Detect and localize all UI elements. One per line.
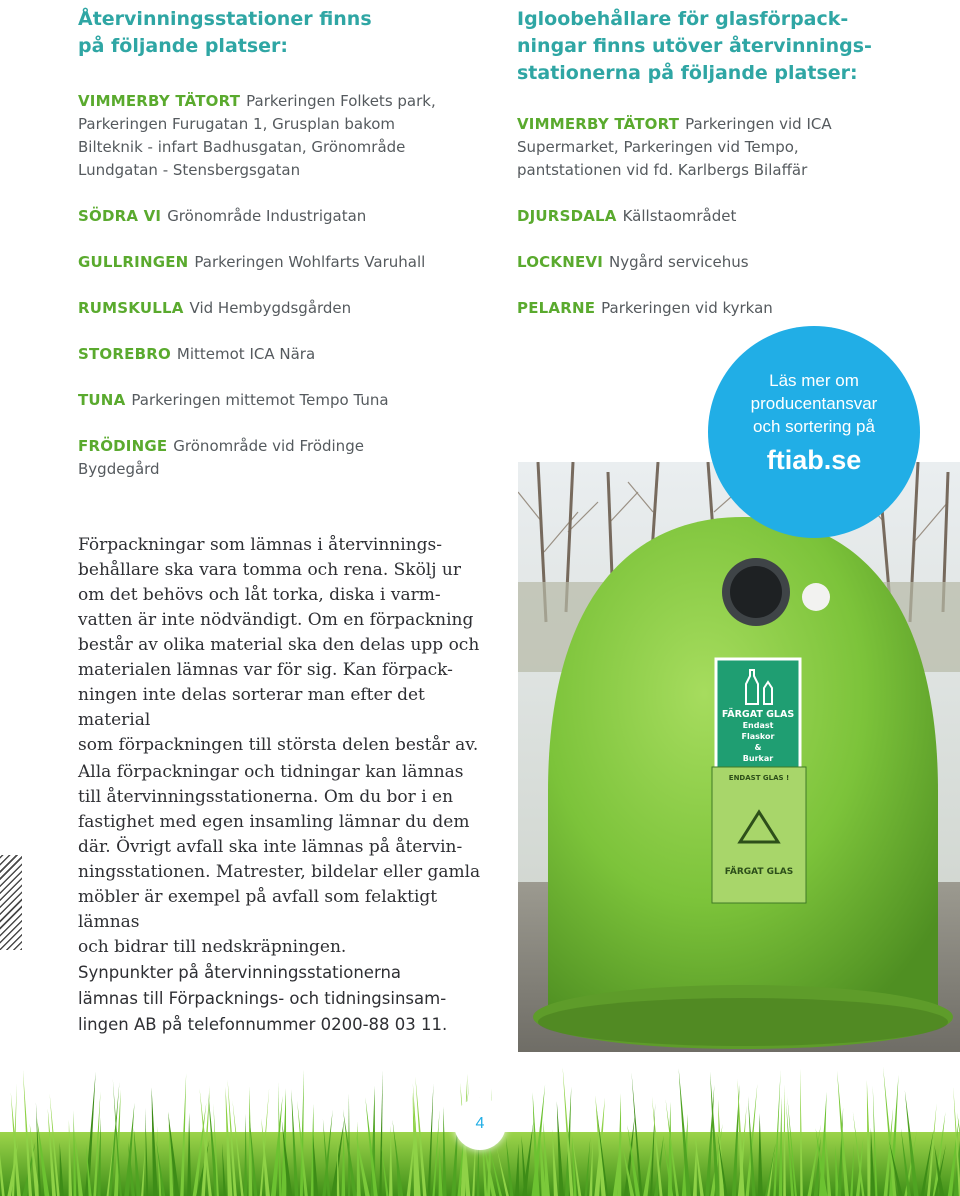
- left-heading-line: på följande platser:: [78, 35, 289, 57]
- paragraph-line: och bidrar till nedskräpningen.: [78, 937, 347, 957]
- paragraph-line: där. Övrigt avfall ska inte lämnas på återvin-: [78, 837, 463, 857]
- location-text: Mittemot ICA Nära: [176, 345, 316, 363]
- left-column: [78, 6, 468, 481]
- right-heading-line: Igloobehållare för glasförpack-: [517, 8, 849, 30]
- location-entry: [78, 435, 468, 481]
- location-text: Vid Hembygdsgården: [189, 299, 352, 317]
- left-heading-line: Återvinningsstationer finns: [78, 8, 372, 30]
- contact-line: lingen AB på telefonnummer 0200-88 03 11.: [78, 1015, 448, 1034]
- paragraph-line: fastighet med egen insamling lämnar du dem: [78, 812, 470, 832]
- location-text: Parkeringen Furugatan 1, Grusplan bakom: [78, 115, 396, 133]
- location-text: pantstationen vid fd. Karlbergs Bilaffär: [517, 161, 808, 179]
- location-entry: [78, 205, 468, 228]
- paragraph-2: [78, 760, 498, 960]
- location-text: Grönområde vid Frödinge: [173, 437, 364, 455]
- paragraph-line: vatten är inte nödvändigt. Om en förpackning: [78, 610, 474, 630]
- sign1-line: Burkar: [742, 754, 774, 763]
- paragraph-line: Förpackningar som lämnas i återvinnings-: [78, 535, 443, 555]
- right-heading-line: ningar finns utöver återvinnings-: [517, 35, 872, 57]
- paragraph-line: behållare ska vara tomma och rena. Skölj ur: [78, 560, 461, 580]
- location-entry: [517, 297, 937, 320]
- paragraph-1: [78, 533, 498, 758]
- right-column: [517, 6, 937, 320]
- location-entry: [517, 113, 937, 182]
- paragraph-line: består av olika material ska den delas upp och: [78, 635, 480, 655]
- bubble-line: och sortering på: [753, 417, 875, 436]
- place-name: TUNA: [78, 391, 126, 409]
- hatch-decoration: [0, 855, 22, 950]
- igloo-illustration: [518, 462, 960, 1052]
- place-name: DJURSDALA: [517, 207, 617, 225]
- location-entry: [78, 389, 468, 412]
- location-entry: [78, 343, 468, 366]
- location-text: Parkeringen Folkets park,: [246, 92, 436, 110]
- place-name: STOREBRO: [78, 345, 171, 363]
- sign1-line: Endast: [742, 721, 774, 730]
- place-name: VIMMERBY TÄTORT: [78, 92, 241, 110]
- sign2-line: ENDAST GLAS !: [728, 774, 790, 782]
- location-entry: [517, 205, 937, 228]
- location-entry: [78, 297, 468, 320]
- location-text: Parkeringen Wohlfarts Varuhall: [194, 253, 426, 271]
- location-text: Parkeringen mittemot Tempo Tuna: [131, 391, 389, 409]
- paragraph-line: materialen lämnas var för sig. Kan förpack-: [78, 660, 453, 680]
- place-name: VIMMERBY TÄTORT: [517, 115, 680, 133]
- right-heading-line: stationerna på följande platser:: [517, 62, 858, 84]
- right-heading: [517, 6, 937, 87]
- bubble-line: producentansvar: [750, 394, 878, 413]
- location-entry: [78, 90, 468, 182]
- place-name: FRÖDINGE: [78, 437, 168, 455]
- sign2-line: FÄRGAT GLAS: [724, 867, 794, 877]
- contact-line: Synpunkter på återvinningsstationerna: [78, 963, 402, 982]
- left-heading: [78, 6, 468, 60]
- paragraph-line: ningsstationen. Matrester, bildelar eller gamla: [78, 862, 481, 882]
- place-name: SÖDRA VI: [78, 207, 162, 225]
- contact-info: [78, 960, 498, 1038]
- location-text: Lundgatan - Stensbergsgatan: [78, 161, 301, 179]
- location-text: Källstaområdet: [622, 207, 737, 225]
- location-entry: [517, 251, 937, 274]
- page-number: 4: [454, 1098, 506, 1150]
- place-name: LOCKNEVI: [517, 253, 603, 271]
- location-text: Parkeringen vid ICA: [685, 115, 832, 133]
- sign1-line: FÄRGAT GLAS: [721, 709, 795, 720]
- sign1-line: Flaskor: [741, 732, 775, 741]
- igloo-photo: [518, 462, 960, 1052]
- contact-line: lämnas till Förpacknings- och tidningsinsam-: [78, 989, 447, 1008]
- location-text: Bilteknik - infart Badhusgatan, Grönområde: [78, 138, 406, 156]
- paragraph-line: om det behövs och låt torka, diska i varm-: [78, 585, 441, 605]
- location-text: Grönområde Industrigatan: [167, 207, 367, 225]
- info-bubble: [708, 326, 920, 538]
- place-name: GULLRINGEN: [78, 253, 189, 271]
- bubble-line: Läs mer om: [769, 371, 859, 390]
- paragraph-line: Alla förpackningar och tidningar kan lämnas: [78, 762, 464, 782]
- place-name: PELARNE: [517, 299, 596, 317]
- location-entry: [78, 251, 468, 274]
- paragraph-line: ningen inte delas sorterar man efter det material: [78, 685, 425, 730]
- paragraph-line: möbler är exempel på avfall som felaktigt lämnas: [78, 887, 438, 932]
- paragraph-line: som förpackningen till största delen består av.: [78, 735, 479, 755]
- place-name: RUMSKULLA: [78, 299, 184, 317]
- location-text: Nygård servicehus: [609, 253, 749, 271]
- location-text: Supermarket, Parkeringen vid Tempo,: [517, 138, 799, 156]
- sign1-line: &: [754, 743, 762, 752]
- location-text: Parkeringen vid kyrkan: [601, 299, 773, 317]
- paragraph-line: till återvinningsstationerna. Om du bor i en: [78, 787, 454, 807]
- website-link[interactable]: ftiab.se: [766, 445, 862, 475]
- location-text: Bygdegård: [78, 460, 160, 478]
